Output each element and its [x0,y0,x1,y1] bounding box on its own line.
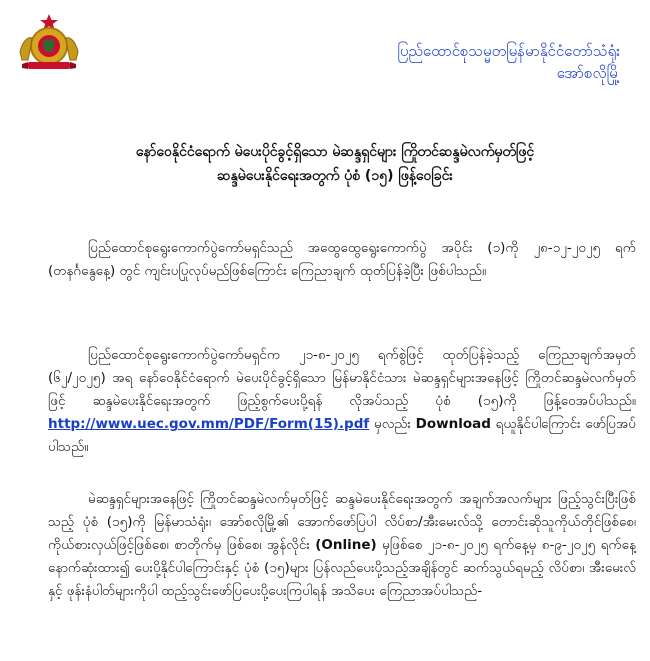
paragraph-form-distribution [48,344,636,459]
paragraph-text-b: မှဖြစ်စေ ၂၁-၈-၂၀၂၅ ရက်နေ့မှ ၈-၉-၂၀၂၅ ရက်နေ့ နောက်ဆုံးထား၍ ပေးပို့နိုင်ပါကြောင်းနှင့် ပုံစံ (၁၅)များ ပြန်လည်ပေးပို့သည့်အချိန်တွင် ဆက်သွယ်ရမည့် လိပ်စာ၊ အီးမေးလ်နှင့် ဖုန်းနံပါတ်များကိုပါ ထည့်သွင်းဖော်ပြပေးပို့ပေးကြပါရန် အသိပေး ကြေညာအပ်ပါသည်- [48,537,636,599]
page-title [40,140,630,188]
title-line-1: နော်ဝေနိုင်ငံရောက် မဲပေးပိုင်ခွင့်ရှိသော မဲဆန္ဒရှင်များ ကြိုတင်ဆန္ဒမဲလက်မှတ်ဖြင့် [135,144,535,160]
form-15-download-link[interactable]: http://www.uec.gov.mm/PDF/Form(15).pdf [48,416,370,432]
organization-name: ပြည်ထောင်စုသမ္မတမြန်မာနိုင်ငံတော်သံရုံး [397,42,620,60]
paragraph-election-date: ပြည်ထောင်စုရွေးကောက်ပွဲကော်မရှင်သည် အထွေထွေရွေးကောက်ပွဲ အပိုင်း (၁)ကို ၂၈-၁၂-၂၀၂၅ ရက် (တနင်္ဂနွေနေ့) တွင် ကျင်းပပြုလုပ်မည်ဖြစ်ကြောင်း ကြေညာချက် ထုတ်ပြန်ခဲ့ပြီး ဖြစ်ပါသည်။ [48,240,636,279]
organization-city: အော်စလိုမြို့ [556,64,620,82]
organization-header [290,40,620,84]
paragraph-tail-end: ရယူနိုင်ပါကြောင်း ဖော်ပြအပ်ပါသည်။ [48,416,637,455]
title-line-2: ဆန္ဒမဲပေးနိုင်ရေးအတွက် ပုံစံ (၁၅) ဖြန့်ဝေခြင်း [217,168,453,184]
paragraph-text: ပြည်ထောင်စုရွေးကောက်ပွဲကော်မရှင်က ၂၁-၈-၂၀၂၅ ရက်စွဲဖြင့် ထုတ်ပြန်ခဲ့သည့် ကြေညာချက်အမှတ် (၆၂/၂၀၂၅) အရ နော်ဝေနိုင်ငံရောက် မဲပေးပိုင်ခွင့်ရှိသော မြန်မာနိုင်ငံသား မဲဆန္ဒရှင်များအနေဖြင့် ကြိုတင်ဆန္ဒမဲလက်မှတ်ဖြင့် ဆန္ဒမဲပေးနိုင်ရေးအတွက် ဖြည့်စွက်ပေးပို့ရန် လိုအပ်သည့် ပုံစံ (၁၅)ကို ဖြန့်ဝေအပ်ပါသည်။ [48,347,636,409]
download-keyword: Download [415,416,491,432]
paragraph-text-a: မဲဆန္ဒရှင်များအနေဖြင့် ကြိုတင်ဆန္ဒမဲလက်မှတ်ဖြင့် ဆန္ဒမဲပေးနိုင်ရေးအတွက် အချက်အလက်များ ဖြည့်သွင်းပြီးဖြစ်သည့် ပုံစံ (၁၅)ကို မြန်မာသံရုံး၊ အော်စလိုမြို့၏ အောက်ဖော်ပြပါ လိပ်စာ/အီးမေးလ်သို့ တောင်းဆိုသူကိုယ်တိုင်ဖြစ်စေ၊ ကိုယ်စားလှယ်ဖြင့်ဖြစ်စေ၊ စာတိုက်မှ ဖြစ်စေ၊ အွန်လိုင်း [48,491,636,553]
state-seal-emblem-icon [14,12,84,72]
paragraph-submission-instructions [48,488,636,603]
online-keyword: (Online) [315,537,377,553]
paragraph-tail: မှလည်း [369,416,416,432]
